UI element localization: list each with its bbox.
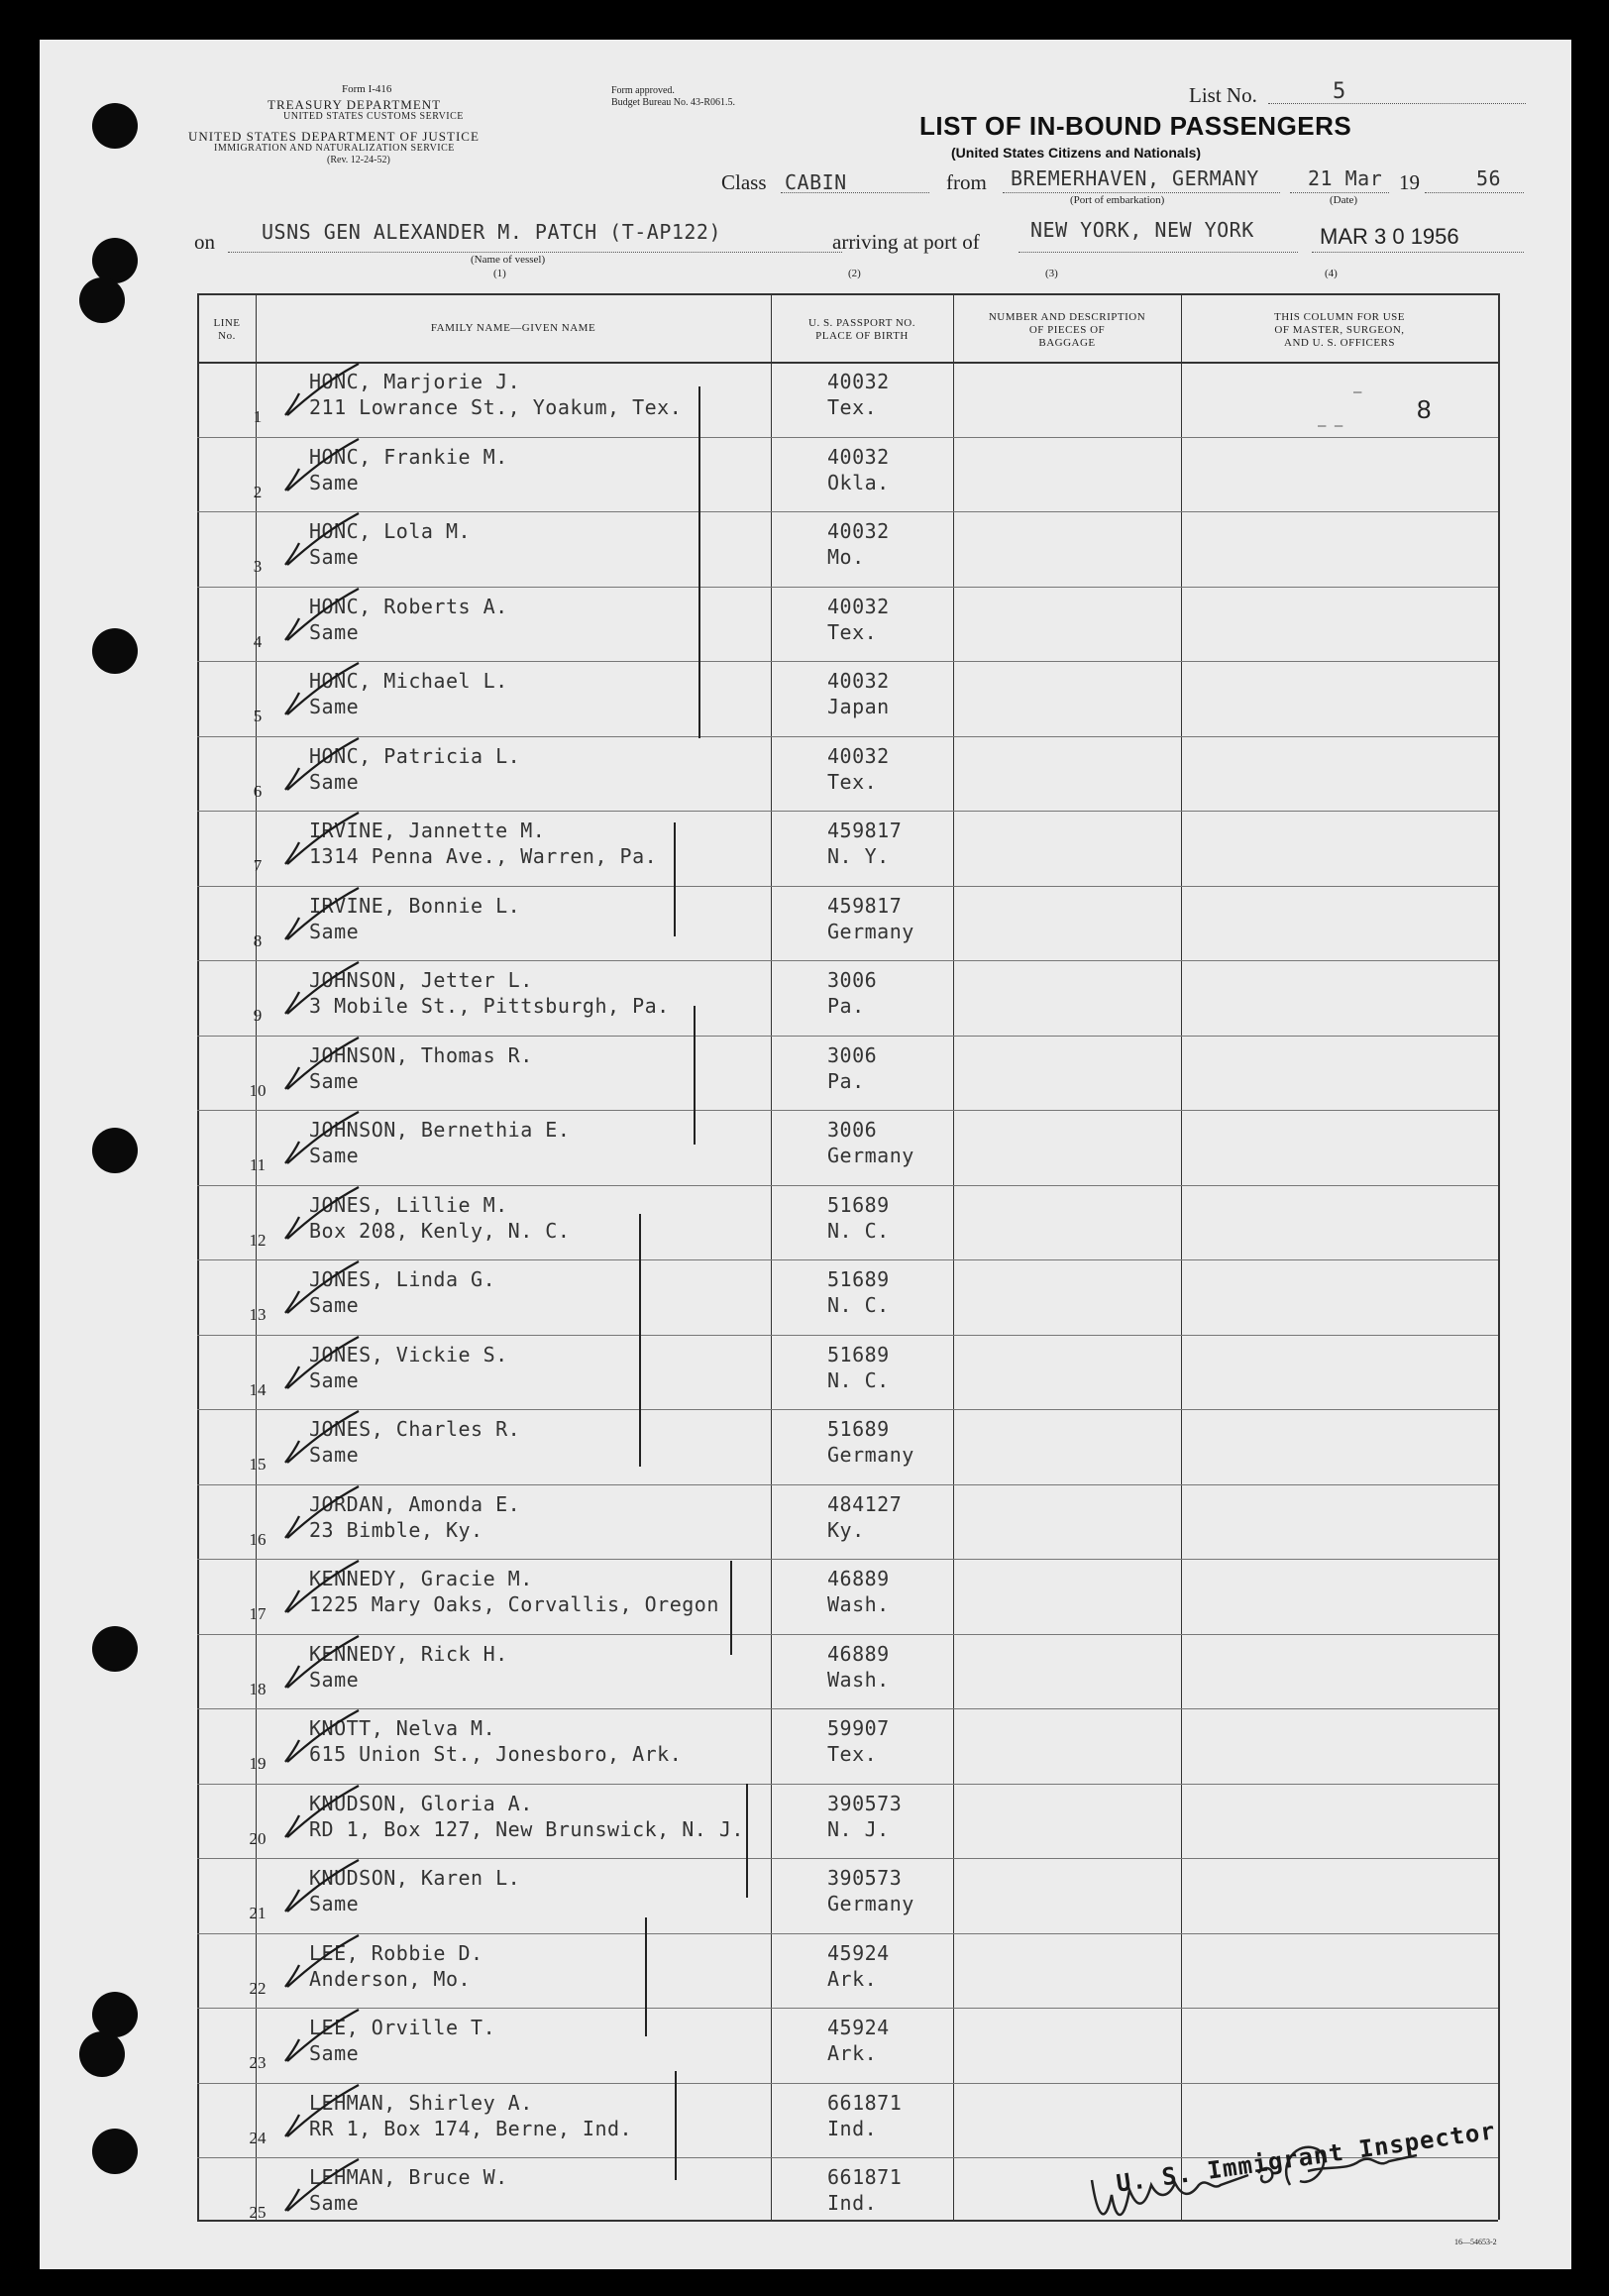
page-subtitle: (United States Citizens and Nationals)	[951, 145, 1202, 161]
place-of-birth: Japan	[827, 695, 890, 718]
row-divider	[197, 1409, 1498, 1410]
officer-dashes: – –	[1318, 418, 1343, 434]
row-divider	[197, 437, 1498, 438]
page-title: LIST OF IN-BOUND PASSENGERS	[919, 111, 1352, 141]
place-of-birth: N. J.	[827, 1816, 890, 1841]
check-mark	[277, 1630, 367, 1699]
check-mark	[277, 657, 367, 726]
line-number: 9	[253, 1006, 263, 1025]
list-no-label: List No.	[1189, 83, 1257, 107]
passenger-name: HONC, Patricia L.	[309, 743, 521, 768]
arrival-date-stamp: MAR 3 0 1956	[1320, 224, 1459, 249]
row-divider	[197, 1335, 1498, 1336]
passport-number: 40032	[827, 594, 890, 618]
arrival-port: NEW YORK, NEW YORK	[1030, 218, 1254, 242]
passenger-name: IRVINE, Jannette M.	[309, 819, 546, 842]
check-mark	[277, 1181, 367, 1251]
passenger-address: RD 1, Box 127, New Brunswick, N. J.	[309, 1816, 744, 1841]
passport-number: 484127	[827, 1491, 903, 1516]
passenger-address: Same	[309, 2191, 360, 2215]
binder-hole	[92, 2129, 138, 2174]
passenger-address: Same	[309, 919, 360, 943]
passenger-address: Same	[309, 619, 360, 644]
check-mark	[277, 1480, 367, 1550]
check-mark	[277, 2153, 367, 2223]
row-divider	[197, 511, 1498, 512]
passenger-address: Same	[309, 1367, 360, 1392]
port-embark-caption: (Port of embarkation)	[1070, 194, 1165, 206]
passenger-address: Same	[309, 695, 360, 718]
passenger-name: KENNEDY, Rick H.	[309, 1641, 508, 1666]
col-line-no: LINE No.	[213, 317, 241, 342]
row-divider	[197, 1559, 1498, 1560]
passenger-name: JORDAN, Amonda E.	[309, 1491, 521, 1516]
row-divider	[197, 736, 1498, 737]
passenger-name: HONC, Lola M.	[309, 519, 472, 543]
binder-hole	[92, 1128, 138, 1173]
row-divider	[197, 886, 1498, 887]
caption-2: (2)	[848, 268, 861, 279]
row-divider	[197, 1933, 1498, 1934]
place-of-birth: Tex.	[827, 619, 878, 644]
place-of-birth: Okla.	[827, 470, 890, 494]
row-divider	[197, 1036, 1498, 1037]
check-mark	[277, 882, 367, 951]
passport-number: 40032	[827, 669, 890, 693]
form-approved: Form approved.	[611, 85, 675, 96]
row-divider	[197, 2083, 1498, 2084]
place-of-birth: Pa.	[827, 1068, 865, 1093]
line-number: 10	[249, 1080, 267, 1100]
binder-hole	[92, 238, 138, 283]
revision-date: (Rev. 12-24-52)	[327, 155, 390, 165]
binder-hole	[92, 103, 138, 149]
check-mark	[277, 1032, 367, 1101]
passenger-address: Anderson, Mo.	[309, 1966, 472, 1991]
line-number: 19	[249, 1754, 267, 1773]
passenger-name: HONC, Michael L.	[309, 669, 508, 693]
place-of-birth: Wash.	[827, 1667, 890, 1692]
on-label: on	[194, 230, 215, 254]
officer-dash: –	[1353, 384, 1362, 400]
check-mark	[277, 1331, 367, 1400]
place-of-birth: Ark.	[827, 1966, 878, 1991]
passenger-name: JOHNSON, Bernethia E.	[309, 1118, 571, 1142]
print-code: 16—54653-2	[1454, 2238, 1497, 2246]
document-page	[40, 40, 1571, 2269]
line-number: 1	[253, 407, 263, 426]
check-mark	[277, 1555, 367, 1624]
binder-hole	[79, 277, 125, 323]
line-number: 11	[249, 1155, 267, 1174]
passport-number: 3006	[827, 968, 878, 992]
passenger-address: 3 Mobile St., Pittsburgh, Pa.	[309, 994, 670, 1018]
passenger-address: Same	[309, 1892, 360, 1915]
check-mark	[277, 583, 367, 652]
passenger-address: 615 Union St., Jonesboro, Ark.	[309, 1742, 683, 1766]
place-of-birth: Pa.	[827, 994, 865, 1018]
passenger-name: JONES, Vickie S.	[309, 1342, 508, 1367]
class-label: Class	[721, 170, 767, 194]
passport-number: 45924	[827, 2016, 890, 2039]
passenger-address: Same	[309, 769, 360, 794]
line-number: 25	[249, 2203, 267, 2222]
passenger-address: 23 Bimble, Ky.	[309, 1517, 483, 1542]
passenger-name: JONES, Linda G.	[309, 1267, 496, 1291]
passport-number: 59907	[827, 1716, 890, 1740]
passenger-address: 1314 Penna Ave., Warren, Pa.	[309, 844, 658, 868]
passenger-name: LEHMAN, Bruce W.	[309, 2165, 508, 2189]
line-number: 7	[253, 856, 263, 875]
row-divider	[197, 661, 1498, 662]
passenger-name: KENNEDY, Gracie M.	[309, 1567, 533, 1590]
passenger-name: KNUDSON, Gloria A.	[309, 1791, 533, 1815]
line-number: 17	[249, 1604, 267, 1623]
line-number: 3	[253, 557, 263, 576]
row-divider	[197, 1858, 1498, 1859]
year-suffix: 56	[1476, 166, 1502, 190]
passenger-address: 1225 Mary Oaks, Corvallis, Oregon	[309, 1592, 719, 1616]
immigration-service: IMMIGRATION AND NATURALIZATION SERVICE	[214, 143, 455, 154]
passenger-address: Same	[309, 470, 360, 494]
passport-number: 51689	[827, 1267, 890, 1291]
place-of-birth: Ky.	[827, 1517, 865, 1542]
check-mark	[277, 433, 367, 502]
line-number: 13	[249, 1305, 267, 1324]
passenger-name: LEE, Orville T.	[309, 2016, 496, 2039]
check-mark	[277, 732, 367, 802]
place-of-birth: Wash.	[827, 1592, 890, 1616]
passport-number: 390573	[827, 1866, 903, 1890]
year-prefix: 19	[1399, 170, 1420, 194]
row-divider	[197, 960, 1498, 961]
passport-number: 46889	[827, 1567, 890, 1590]
binder-hole	[79, 2031, 125, 2077]
row-divider	[197, 1708, 1498, 1709]
passport-number: 40032	[827, 519, 890, 543]
passport-number: 45924	[827, 1940, 890, 1965]
passport-number: 40032	[827, 444, 890, 469]
place-of-birth: Ind.	[827, 2191, 878, 2215]
caption-1: (1)	[493, 268, 506, 279]
treasury-department: TREASURY DEPARTMENT	[268, 97, 442, 112]
place-of-birth: Mo.	[827, 545, 865, 569]
line-number: 6	[253, 781, 263, 801]
line-number: 24	[249, 2128, 267, 2147]
row-divider	[197, 1185, 1498, 1186]
place-of-birth: Germany	[827, 1443, 914, 1467]
inspector-stamp: U. S. Immigrant Inspector	[1115, 2117, 1498, 2198]
caption-3: (3)	[1045, 268, 1058, 279]
passport-number: 459817	[827, 893, 903, 918]
passenger-address: Same	[309, 2041, 360, 2065]
row-divider	[197, 1259, 1498, 1260]
line-number: 2	[253, 482, 263, 501]
line-number: 21	[249, 1904, 267, 1922]
passport-number: 3006	[827, 1118, 878, 1142]
col-passport: U. S. PASSPORT NO. PLACE OF BIRTH	[808, 317, 915, 342]
place-of-birth: N. C.	[827, 1293, 890, 1317]
list-no-value: 5	[1333, 79, 1346, 104]
passenger-name: JONES, Charles R.	[309, 1417, 521, 1441]
caption-4: (4)	[1325, 268, 1338, 279]
row-divider	[197, 811, 1498, 812]
passenger-name: LEE, Robbie D.	[309, 1940, 483, 1965]
check-mark	[277, 358, 367, 427]
place-of-birth: Ark.	[827, 2041, 878, 2065]
passport-number: 661871	[827, 2165, 903, 2189]
row-divider	[197, 587, 1498, 588]
line-number: 22	[249, 1978, 267, 1998]
line-number: 4	[253, 631, 263, 651]
passenger-address: 211 Lowrance St., Yoakum, Tex.	[309, 395, 683, 419]
row-divider	[197, 1110, 1498, 1111]
class-value: CABIN	[785, 170, 847, 194]
passport-number: 459817	[827, 819, 903, 842]
passenger-name: KNUDSON, Karen L.	[309, 1866, 521, 1890]
check-mark	[277, 1704, 367, 1774]
place-of-birth: Germany	[827, 1144, 914, 1167]
embark-date: 21 Mar	[1308, 166, 1383, 190]
line-number: 5	[253, 707, 263, 725]
check-mark	[277, 2004, 367, 2073]
check-mark	[277, 1929, 367, 1999]
officer-note: 8	[1417, 394, 1432, 424]
place-of-birth: Ind.	[827, 2116, 878, 2140]
check-mark	[277, 956, 367, 1026]
passenger-name: JONES, Lillie M.	[309, 1192, 508, 1217]
line-number: 23	[249, 2053, 267, 2072]
passport-number: 390573	[827, 1791, 903, 1815]
line-number: 14	[249, 1379, 267, 1399]
passenger-name: JOHNSON, Thomas R.	[309, 1042, 533, 1067]
place-of-birth: N. Y.	[827, 844, 890, 868]
line-number: 12	[249, 1230, 267, 1250]
binder-hole	[92, 1992, 138, 2037]
passenger-name: KNOTT, Nelva M.	[309, 1716, 496, 1740]
passport-number: 3006	[827, 1042, 878, 1067]
form-number: Form I-416	[342, 83, 392, 95]
check-mark	[277, 1854, 367, 1923]
place-of-birth: Germany	[827, 1892, 914, 1915]
port-of-embarkation: BREMERHAVEN, GERMANY	[1011, 166, 1259, 190]
col-officers: THIS COLUMN FOR USE OF MASTER, SURGEON, AND U. S. OFFICERS	[1273, 311, 1406, 349]
passenger-name: HONC, Roberts A.	[309, 594, 508, 618]
passenger-name: HONC, Marjorie J.	[309, 370, 521, 393]
passport-number: 51689	[827, 1342, 890, 1367]
passport-number: 51689	[827, 1192, 890, 1217]
line-number: 18	[249, 1679, 267, 1698]
binder-hole	[92, 628, 138, 674]
check-mark	[277, 1780, 367, 1849]
passenger-address: Same	[309, 545, 360, 569]
col-name: FAMILY NAME—GIVEN NAME	[430, 322, 596, 334]
line-number: 15	[249, 1455, 267, 1474]
passenger-address: Box 208, Kenly, N. C.	[309, 1218, 571, 1243]
row-divider	[197, 1784, 1498, 1785]
check-mark	[277, 807, 367, 876]
passport-number: 46889	[827, 1641, 890, 1666]
passenger-name: HONC, Frankie M.	[309, 444, 508, 469]
budget-bureau: Budget Bureau No. 43-R061.5.	[611, 97, 735, 108]
check-mark	[277, 1405, 367, 1475]
place-of-birth: Germany	[827, 919, 914, 943]
passport-number: 40032	[827, 743, 890, 768]
arriving-label: arriving at port of	[832, 230, 980, 254]
passenger-address: Same	[309, 1443, 360, 1467]
passenger-address: Same	[309, 1144, 360, 1167]
passenger-address: RR 1, Box 174, Berne, Ind.	[309, 2116, 633, 2140]
passport-number: 40032	[827, 370, 890, 393]
place-of-birth: N. C.	[827, 1367, 890, 1392]
passenger-address: Same	[309, 1667, 360, 1692]
row-divider	[197, 1634, 1498, 1635]
justice-department: UNITED STATES DEPARTMENT OF JUSTICE	[188, 129, 480, 144]
place-of-birth: N. C.	[827, 1218, 890, 1243]
passenger-name: LEHMAN, Shirley A.	[309, 2090, 533, 2115]
col-baggage: NUMBER AND DESCRIPTION OF PIECES OF BAGGAGE	[988, 311, 1146, 349]
date-caption: (Date)	[1330, 194, 1358, 206]
passenger-name: IRVINE, Bonnie L.	[309, 893, 521, 918]
vessel-caption: (Name of vessel)	[471, 254, 546, 266]
check-mark	[277, 2079, 367, 2148]
place-of-birth: Tex.	[827, 395, 878, 419]
passenger-address: Same	[309, 1293, 360, 1317]
from-label: from	[946, 170, 987, 194]
line-number: 16	[249, 1529, 267, 1549]
passenger-address: Same	[309, 1068, 360, 1093]
check-mark	[277, 1106, 367, 1175]
passenger-name: JOHNSON, Jetter L.	[309, 968, 533, 992]
place-of-birth: Tex.	[827, 769, 878, 794]
binder-hole	[92, 1626, 138, 1672]
check-mark	[277, 1256, 367, 1325]
row-divider	[197, 2008, 1498, 2009]
vessel-name: USNS GEN ALEXANDER M. PATCH (T-AP122)	[262, 220, 722, 244]
passport-number: 51689	[827, 1417, 890, 1441]
customs-service: UNITED STATES CUSTOMS SERVICE	[283, 111, 464, 122]
line-number: 20	[249, 1828, 267, 1848]
line-number: 8	[253, 930, 263, 950]
passport-number: 661871	[827, 2090, 903, 2115]
check-mark	[277, 507, 367, 577]
place-of-birth: Tex.	[827, 1742, 878, 1766]
row-divider	[197, 1484, 1498, 1485]
